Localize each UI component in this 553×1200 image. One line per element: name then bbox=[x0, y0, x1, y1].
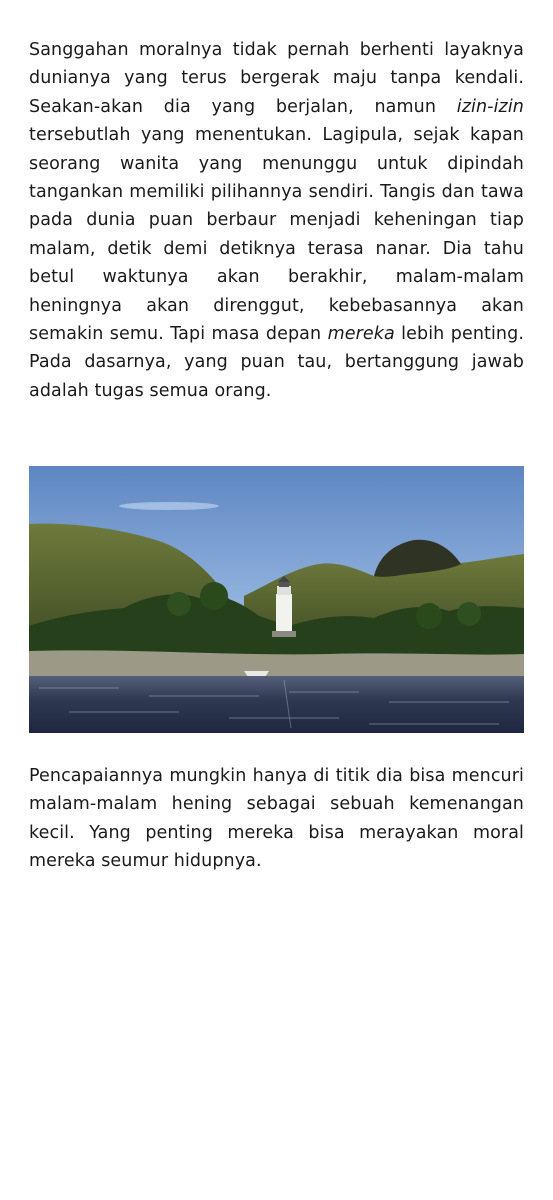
lighthouse-photo bbox=[29, 466, 524, 733]
lighthouse-photo-illustration bbox=[29, 466, 524, 733]
text-run: lebih penting. Pada dasarnya, yang puan tau, bertanggung jawab adalah tugas semua orang. bbox=[29, 324, 524, 401]
text-run: tersebutlah yang menentukan. Lagipula, sejak kapan seorang wanita yang menunggu untuk dipindah tangankan memiliki pilihannya sendiri. Tangis dan tawa pada dunia puan berbaur menjadi keheningan tiap malam, detik demi detiknya terasa nanar. Dia tahu betul waktunya akan berakhir, malam-malam heningnya akan direnggut, kebebasannya akan semakin semu. Tapi masa depan bbox=[29, 125, 524, 345]
shore bbox=[29, 650, 524, 678]
text-run: Sanggahan moralnya tidak pernah berhenti layaknya dunianya yang terus bergerak maju tanpa kendali. Seakan-akan dia yang berjalan, namun bbox=[29, 40, 524, 117]
italic-text: mereka bbox=[327, 324, 395, 345]
paragraph-1 bbox=[29, 36, 524, 405]
paragraph-2: Pencapaiannya mungkin hanya di titik dia bisa mencuri malam-malam hening sebagai sebuah kemenangan kecil. Yang penting mereka bisa merayakan moral mereka seumur hidupnya. bbox=[29, 766, 524, 872]
italic-text: izin-izin bbox=[456, 96, 524, 117]
